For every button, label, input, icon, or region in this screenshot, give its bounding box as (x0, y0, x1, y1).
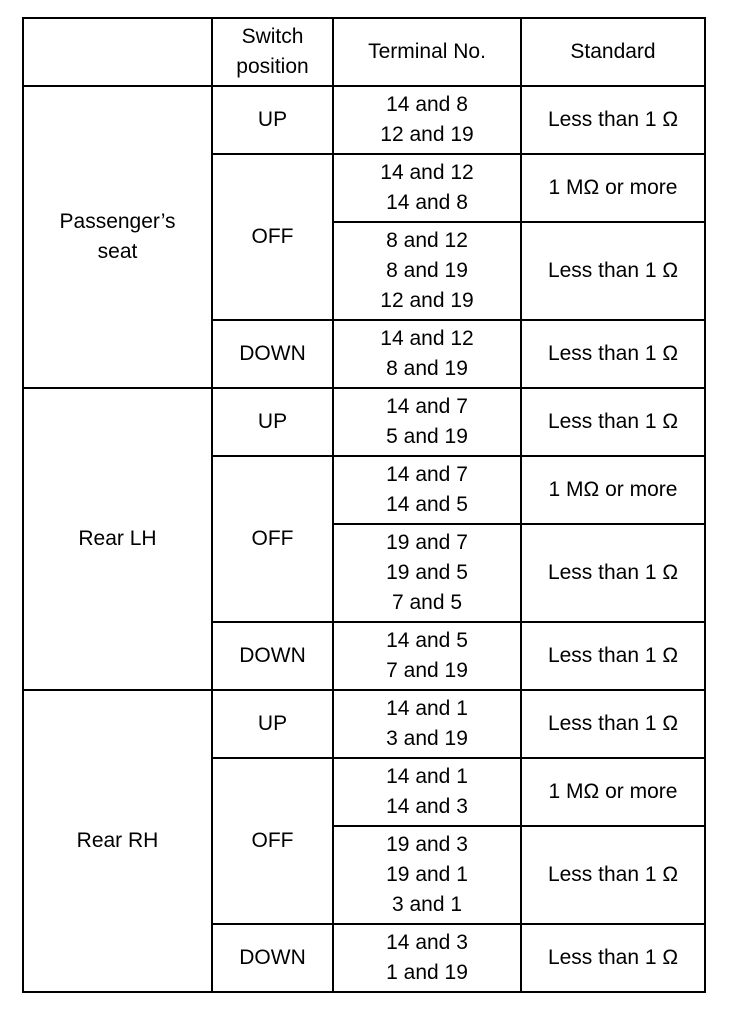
terminal-pair: 7 and 5 (391, 591, 463, 614)
switch-position-cell: DOWN (212, 622, 333, 690)
terminal-pair: 14 and 5 (386, 629, 468, 652)
terminal-cell (333, 622, 521, 690)
terminal-cell (333, 924, 521, 992)
standard-cell: 1 MΩ or more (521, 154, 705, 222)
terminal-pair: 14 and 8 (386, 191, 468, 214)
seat-cell (23, 690, 212, 992)
switch-continuity-table (22, 17, 706, 993)
terminal-pair: 12 and 19 (380, 289, 474, 312)
seat-cell (23, 86, 212, 388)
terminal-pair: 3 and 19 (386, 727, 468, 750)
header-switch-position: Switch position (212, 18, 333, 86)
switch-position-cell: OFF (212, 154, 333, 320)
table-row (23, 690, 705, 758)
terminal-cell (333, 690, 521, 758)
switch-position-cell: OFF (212, 456, 333, 622)
terminal-cell (333, 524, 521, 622)
terminal-pair: 14 and 1 (386, 697, 468, 720)
terminal-pair: 8 and 19 (386, 259, 468, 282)
switch-position-cell: UP (212, 388, 333, 456)
switch-position-cell: DOWN (212, 924, 333, 992)
terminal-cell (333, 388, 521, 456)
header-terminal: Terminal No. (333, 18, 521, 86)
standard-cell: Less than 1 Ω (521, 388, 705, 456)
terminal-pair: 14 and 5 (386, 493, 468, 516)
terminal-pair: 14 and 7 (386, 395, 468, 418)
standard-cell: Less than 1 Ω (521, 524, 705, 622)
table-row (23, 388, 705, 456)
header-standard: Standard (521, 18, 705, 86)
standard-cell: Less than 1 Ω (521, 826, 705, 924)
terminal-pair: 8 and 12 (386, 229, 468, 252)
standard-cell: 1 MΩ or more (521, 456, 705, 524)
seat-label: Passenger’s (59, 210, 176, 233)
terminal-pair: 14 and 8 (386, 93, 468, 116)
terminal-pair: 8 and 19 (386, 357, 468, 380)
terminal-pair: 1 and 19 (386, 961, 468, 984)
terminal-pair: 19 and 3 (386, 833, 468, 856)
terminal-pair: 14 and 3 (386, 795, 468, 818)
terminal-cell (333, 222, 521, 320)
terminal-cell (333, 154, 521, 222)
terminal-pair: 14 and 1 (386, 765, 468, 788)
standard-cell: Less than 1 Ω (521, 320, 705, 388)
terminal-cell (333, 826, 521, 924)
table-row (23, 86, 705, 154)
header-row (23, 18, 705, 86)
standard-cell: 1 MΩ or more (521, 758, 705, 826)
terminal-pair: 19 and 7 (386, 531, 468, 554)
standard-cell: Less than 1 Ω (521, 690, 705, 758)
terminal-pair: 14 and 12 (380, 327, 474, 350)
terminal-cell (333, 86, 521, 154)
terminal-pair: 14 and 7 (386, 463, 468, 486)
standard-cell: Less than 1 Ω (521, 222, 705, 320)
terminal-pair: 14 and 3 (386, 931, 468, 954)
terminal-pair: 7 and 19 (386, 659, 468, 682)
terminal-pair: 5 and 19 (386, 425, 468, 448)
seat-label: seat (97, 240, 138, 263)
standard-cell: Less than 1 Ω (521, 622, 705, 690)
standard-cell: Less than 1 Ω (521, 924, 705, 992)
switch-position-cell: OFF (212, 758, 333, 924)
terminal-pair: 19 and 1 (386, 863, 468, 886)
standard-cell: Less than 1 Ω (521, 86, 705, 154)
terminal-pair: 19 and 5 (386, 561, 468, 584)
switch-position-cell: UP (212, 86, 333, 154)
switch-position-cell: UP (212, 690, 333, 758)
switch-position-cell: DOWN (212, 320, 333, 388)
terminal-cell (333, 320, 521, 388)
header-seat (23, 18, 212, 86)
terminal-cell (333, 456, 521, 524)
terminal-pair: 3 and 1 (391, 893, 463, 916)
terminal-pair: 14 and 12 (380, 161, 474, 184)
terminal-pair: 12 and 19 (380, 123, 474, 146)
seat-cell (23, 388, 212, 690)
seat-label: Rear LH (78, 527, 157, 550)
seat-label: Rear RH (76, 829, 159, 852)
terminal-cell (333, 758, 521, 826)
